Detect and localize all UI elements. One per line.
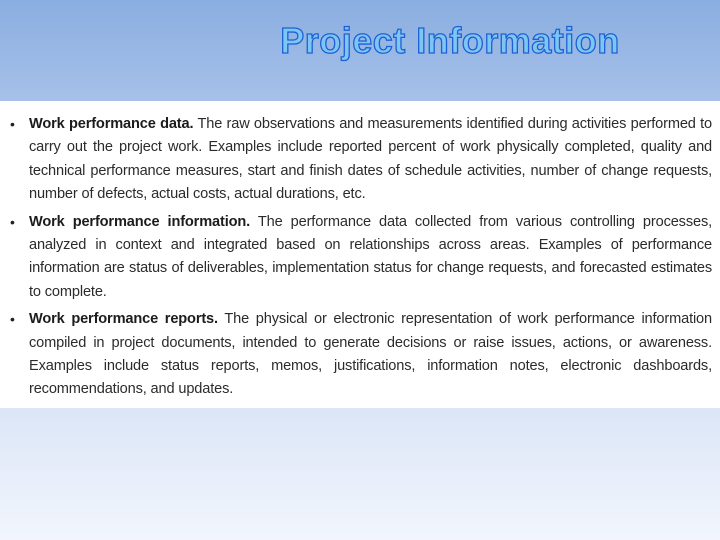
content-box bbox=[0, 101, 720, 408]
list-item-work-performance-reports bbox=[10, 308, 712, 402]
bullet-icon: • bbox=[10, 213, 15, 230]
item-description: The raw observations and measurements identified during activities performed to carry out the project work. Examples include reported percent of work physically completed, quality and technical performance measures, start and finish dates of schedule activities, number of change requests, number of defects, actual costs, actual durations, etc. bbox=[29, 116, 712, 203]
list-item-work-performance-information bbox=[10, 211, 712, 305]
item-text bbox=[29, 308, 712, 402]
bullet-icon: • bbox=[10, 311, 15, 328]
item-description: The physical or electronic representation of work performance information compiled in project documents, intended to generate decisions or raise issues, actions, or awareness. Examples include status reports, memos, justifications, information notes, electronic dashboards, recommendations, and updates. bbox=[29, 311, 712, 398]
item-text bbox=[29, 211, 712, 305]
item-text bbox=[29, 113, 712, 207]
item-term: Work performance reports. bbox=[29, 311, 218, 328]
list-item-work-performance-data bbox=[10, 113, 712, 207]
slide-title: Project Information bbox=[280, 20, 620, 61]
bullet-icon: • bbox=[10, 116, 15, 132]
item-description: The performance data collected from various controlling processes, analyzed in context and integrated based on relationships across areas. Examples of performance information are status of deliverables, implementation status for change requests, and forecasted estimates to complete. bbox=[29, 213, 712, 300]
item-term: Work performance data. bbox=[29, 116, 194, 132]
item-term: Work performance information. bbox=[29, 213, 251, 230]
